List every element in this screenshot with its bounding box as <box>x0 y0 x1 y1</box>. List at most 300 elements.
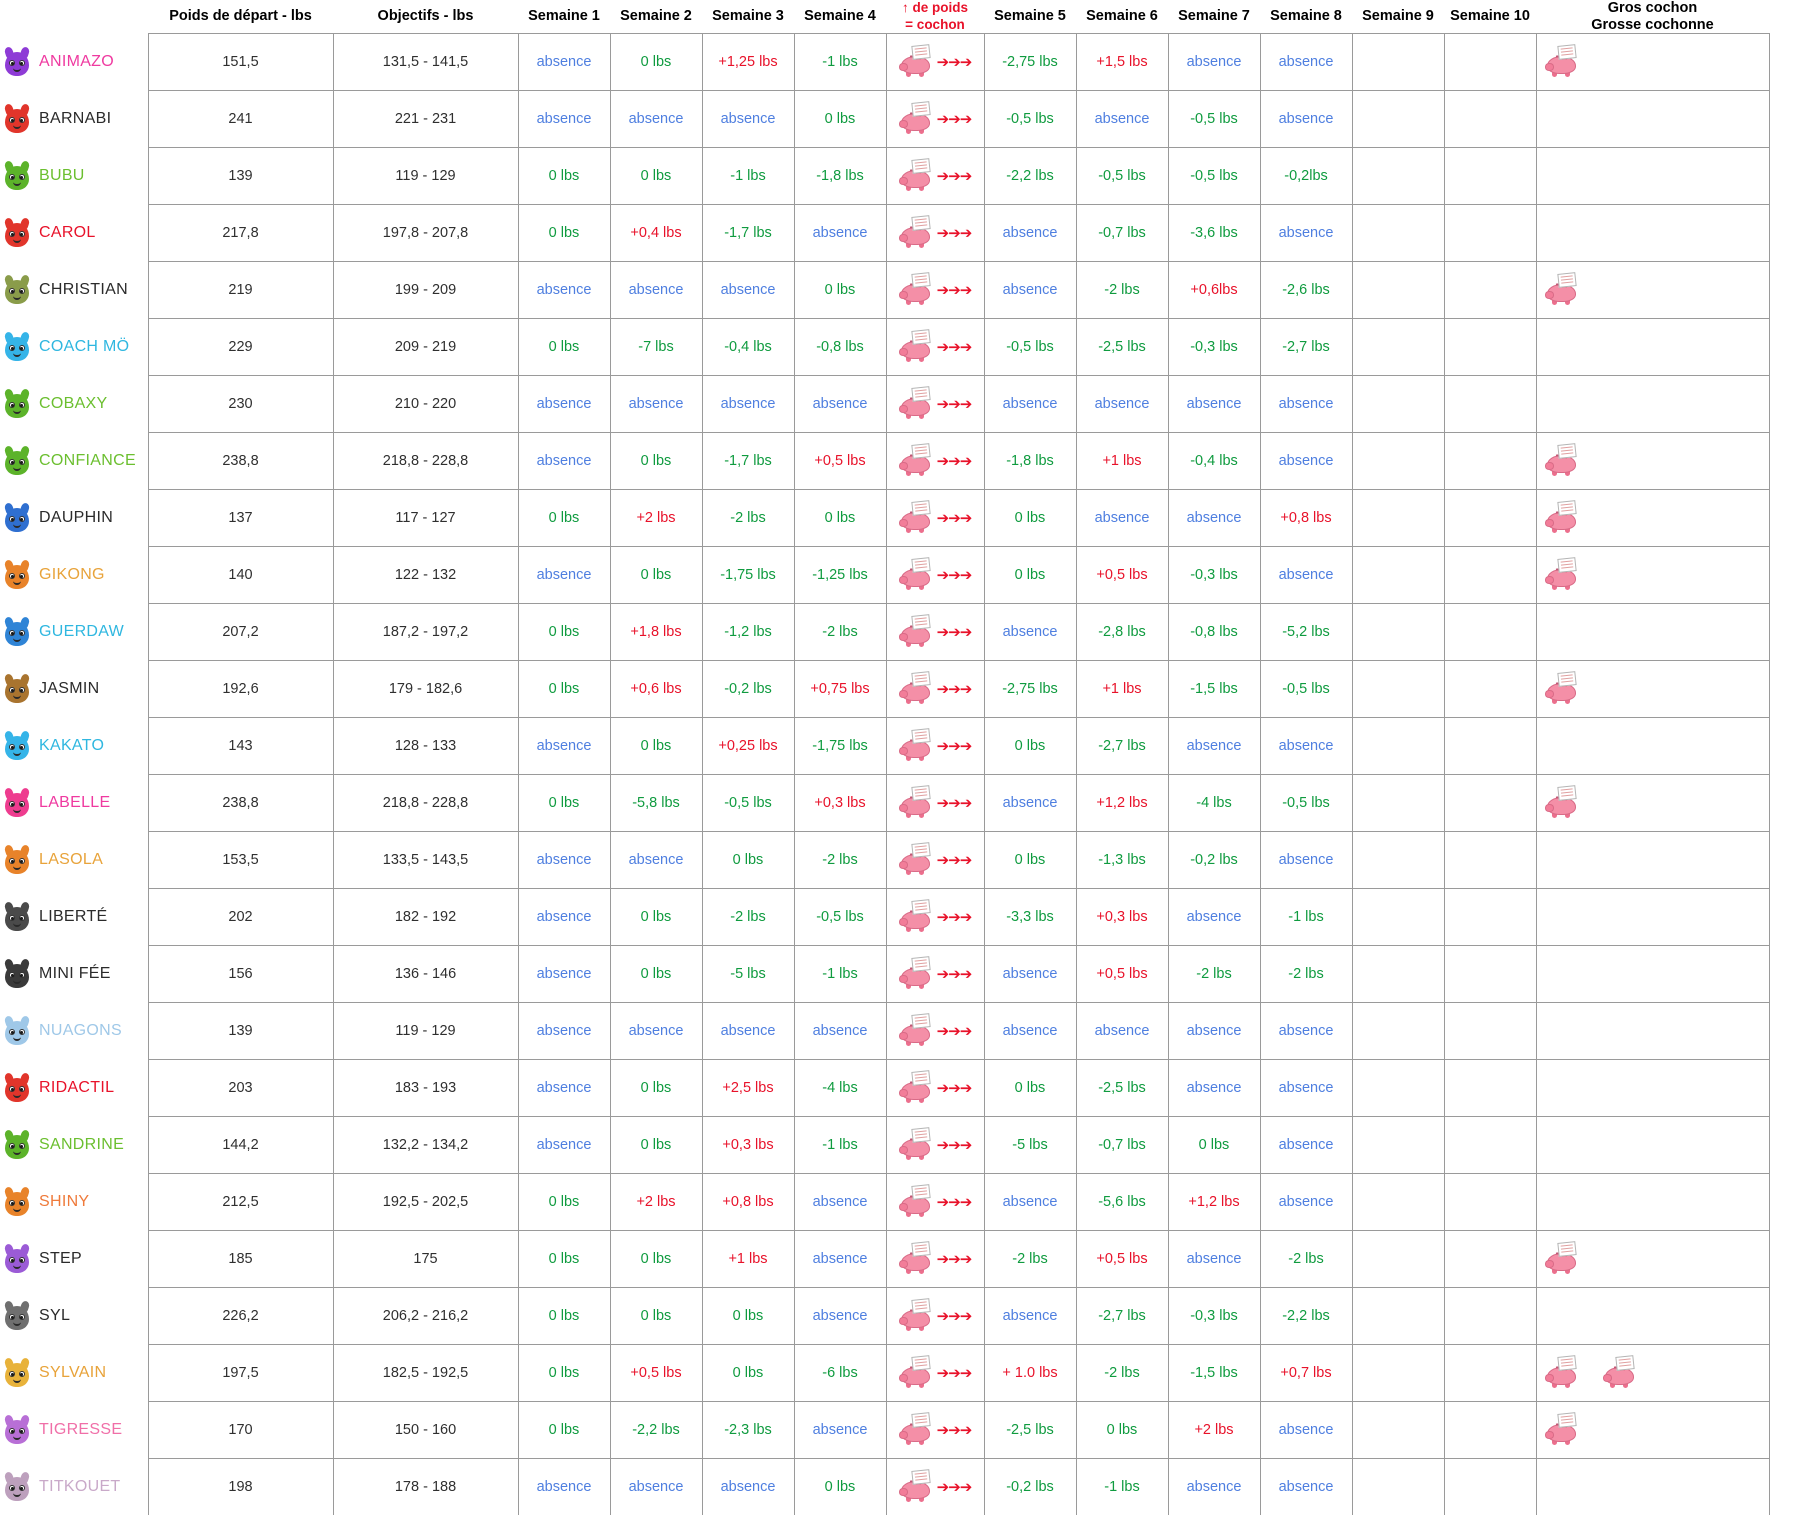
week-5-cell[interactable]: + 1.0 lbs <box>984 1345 1076 1402</box>
week-8-cell[interactable]: absence <box>1260 376 1352 433</box>
week-9-cell[interactable] <box>1352 775 1444 832</box>
week-4-cell[interactable]: -2 lbs <box>794 604 886 661</box>
week-9-cell[interactable] <box>1352 205 1444 262</box>
week-1-cell[interactable]: 0 lbs <box>518 205 610 262</box>
participant-cell[interactable] <box>0 889 148 946</box>
week-6-cell[interactable]: -0,5 lbs <box>1076 148 1168 205</box>
week-8-cell[interactable]: absence <box>1260 1174 1352 1231</box>
participant-nickname: ANIMAZO <box>39 53 114 71</box>
week-10-cell[interactable] <box>1444 1231 1536 1288</box>
week-1-cell[interactable]: absence <box>518 946 610 1003</box>
week-3-cell[interactable]: absence <box>702 1459 794 1515</box>
week-10-cell[interactable] <box>1444 718 1536 775</box>
week-5-cell[interactable]: absence <box>984 376 1076 433</box>
week-5-cell[interactable]: -2,75 lbs <box>984 661 1076 718</box>
week-3-cell[interactable]: 0 lbs <box>702 1288 794 1345</box>
week-2-cell[interactable]: 0 lbs <box>610 433 702 490</box>
week-4-cell[interactable]: +0,3 lbs <box>794 775 886 832</box>
week-9-cell[interactable] <box>1352 832 1444 889</box>
week-10-cell[interactable] <box>1444 490 1536 547</box>
week-2-cell[interactable]: 0 lbs <box>610 889 702 946</box>
week-1-cell[interactable]: 0 lbs <box>518 319 610 376</box>
week-7-cell[interactable]: absence <box>1168 1231 1260 1288</box>
week-6-cell[interactable]: absence <box>1076 91 1168 148</box>
week-8-cell[interactable]: -0,2lbs <box>1260 148 1352 205</box>
week-7-cell[interactable]: absence <box>1168 889 1260 946</box>
week-1-cell[interactable]: absence <box>518 1003 610 1060</box>
week-4-cell[interactable]: absence <box>794 1288 886 1345</box>
week-10-cell[interactable] <box>1444 1459 1536 1515</box>
week-7-cell[interactable]: -0,3 lbs <box>1168 319 1260 376</box>
week-9-cell[interactable] <box>1352 547 1444 604</box>
week-2-cell[interactable]: 0 lbs <box>610 34 702 91</box>
avatar <box>2 1243 32 1275</box>
week-2-cell[interactable]: +2 lbs <box>610 1174 702 1231</box>
week-2-cell[interactable]: +1,8 lbs <box>610 604 702 661</box>
week-1-cell[interactable]: absence <box>518 433 610 490</box>
week-4-cell[interactable]: absence <box>794 1231 886 1288</box>
week-8-cell[interactable]: -5,2 lbs <box>1260 604 1352 661</box>
week-10-cell[interactable] <box>1444 1402 1536 1459</box>
week-2-cell[interactable]: +0,5 lbs <box>610 1345 702 1402</box>
week-6-cell[interactable]: absence <box>1076 1003 1168 1060</box>
week-9-cell[interactable] <box>1352 1003 1444 1060</box>
week-3-cell[interactable]: +1,25 lbs <box>702 34 794 91</box>
week-4-cell[interactable]: -4 lbs <box>794 1060 886 1117</box>
week-9-cell[interactable] <box>1352 1402 1444 1459</box>
week-1-cell[interactable]: 0 lbs <box>518 490 610 547</box>
week-8-cell[interactable]: -2,6 lbs <box>1260 262 1352 319</box>
week-6-cell[interactable]: -2,5 lbs <box>1076 319 1168 376</box>
start-weight-cell: 238,8 <box>148 433 333 490</box>
week-8-cell[interactable]: +0,8 lbs <box>1260 490 1352 547</box>
week-1-cell[interactable]: absence <box>518 91 610 148</box>
week-6-cell[interactable]: -2,8 lbs <box>1076 604 1168 661</box>
week-3-cell[interactable]: -0,2 lbs <box>702 661 794 718</box>
week-9-cell[interactable] <box>1352 946 1444 1003</box>
week-10-cell[interactable] <box>1444 661 1536 718</box>
participant-cell[interactable] <box>0 1117 148 1174</box>
week-10-cell[interactable] <box>1444 262 1536 319</box>
participant-cell[interactable] <box>0 604 148 661</box>
week-5-cell[interactable]: -2 lbs <box>984 1231 1076 1288</box>
week-1-cell[interactable]: 0 lbs <box>518 1174 610 1231</box>
week-5-cell[interactable]: 0 lbs <box>984 490 1076 547</box>
participant-cell[interactable] <box>0 832 148 889</box>
week-2-cell[interactable]: absence <box>610 262 702 319</box>
week-1-cell[interactable]: absence <box>518 376 610 433</box>
week-6-cell[interactable]: +0,5 lbs <box>1076 547 1168 604</box>
week-3-cell[interactable]: absence <box>702 262 794 319</box>
participant-cell[interactable] <box>0 205 148 262</box>
arrows-icon: ➔➔➔ <box>936 1023 972 1041</box>
week-7-cell[interactable]: -0,2 lbs <box>1168 832 1260 889</box>
week-6-cell[interactable]: -1 lbs <box>1076 1459 1168 1515</box>
week-5-cell[interactable]: 0 lbs <box>984 1060 1076 1117</box>
participant-cell[interactable] <box>0 34 148 91</box>
week-5-cell[interactable]: -0,5 lbs <box>984 91 1076 148</box>
week-3-cell[interactable]: +1 lbs <box>702 1231 794 1288</box>
week-5-cell[interactable]: -0,2 lbs <box>984 1459 1076 1515</box>
week-4-cell[interactable]: absence <box>794 1402 886 1459</box>
participant-cell[interactable] <box>0 319 148 376</box>
week-7-cell[interactable]: -0,4 lbs <box>1168 433 1260 490</box>
week-8-cell[interactable]: -2,7 lbs <box>1260 319 1352 376</box>
week-3-cell[interactable]: 0 lbs <box>702 1345 794 1402</box>
week-10-cell[interactable] <box>1444 319 1536 376</box>
week-6-cell[interactable]: 0 lbs <box>1076 1402 1168 1459</box>
week-1-cell[interactable]: absence <box>518 1459 610 1515</box>
week-1-cell[interactable]: absence <box>518 1060 610 1117</box>
week-1-cell[interactable]: 0 lbs <box>518 1402 610 1459</box>
week-4-cell[interactable]: absence <box>794 1174 886 1231</box>
week-1-cell[interactable]: absence <box>518 1117 610 1174</box>
week-7-cell[interactable]: absence <box>1168 34 1260 91</box>
week-4-cell[interactable]: absence <box>794 376 886 433</box>
week-7-cell[interactable]: absence <box>1168 376 1260 433</box>
week-5-cell[interactable]: 0 lbs <box>984 832 1076 889</box>
week-6-cell[interactable]: -2 lbs <box>1076 1345 1168 1402</box>
week-5-cell[interactable]: absence <box>984 604 1076 661</box>
avatar <box>2 1414 32 1446</box>
week-8-cell[interactable]: -2 lbs <box>1260 946 1352 1003</box>
week-8-cell[interactable]: absence <box>1260 34 1352 91</box>
week-5-cell[interactable]: absence <box>984 946 1076 1003</box>
week-6-cell[interactable]: +1 lbs <box>1076 661 1168 718</box>
week-3-cell[interactable]: -1,2 lbs <box>702 604 794 661</box>
week-10-cell[interactable] <box>1444 148 1536 205</box>
week-1-cell[interactable]: absence <box>518 832 610 889</box>
week-3-cell[interactable]: -1,7 lbs <box>702 205 794 262</box>
week-4-cell[interactable]: -0,5 lbs <box>794 889 886 946</box>
participant-cell[interactable] <box>0 262 148 319</box>
week-7-cell[interactable]: absence <box>1168 718 1260 775</box>
piggy-bank-icon <box>899 503 933 533</box>
week-9-cell[interactable] <box>1352 661 1444 718</box>
week-9-cell[interactable] <box>1352 1459 1444 1515</box>
week-1-cell[interactable]: absence <box>518 262 610 319</box>
participant-cell[interactable] <box>0 376 148 433</box>
week-3-cell[interactable]: +0,25 lbs <box>702 718 794 775</box>
week-8-cell[interactable]: absence <box>1260 433 1352 490</box>
participant-cell[interactable] <box>0 661 148 718</box>
week-2-cell[interactable]: -5,8 lbs <box>610 775 702 832</box>
participant-cell[interactable] <box>0 148 148 205</box>
week-8-cell[interactable]: absence <box>1260 1459 1352 1515</box>
week-10-cell[interactable] <box>1444 946 1536 1003</box>
week-3-cell[interactable]: +2,5 lbs <box>702 1060 794 1117</box>
week-2-cell[interactable]: -2,2 lbs <box>610 1402 702 1459</box>
week-2-cell[interactable]: 0 lbs <box>610 1231 702 1288</box>
participant-cell[interactable] <box>0 1060 148 1117</box>
week-8-cell[interactable]: absence <box>1260 205 1352 262</box>
week-8-cell[interactable]: absence <box>1260 1117 1352 1174</box>
week-10-cell[interactable] <box>1444 1174 1536 1231</box>
week-7-cell[interactable]: -0,5 lbs <box>1168 148 1260 205</box>
week-2-cell[interactable]: 0 lbs <box>610 1288 702 1345</box>
week-4-cell[interactable]: -1 lbs <box>794 34 886 91</box>
week-10-cell[interactable] <box>1444 604 1536 661</box>
week-7-cell[interactable]: -2 lbs <box>1168 946 1260 1003</box>
week-2-cell[interactable]: 0 lbs <box>610 148 702 205</box>
week-8-cell[interactable]: +0,7 lbs <box>1260 1345 1352 1402</box>
week-7-cell[interactable]: -1,5 lbs <box>1168 1345 1260 1402</box>
week-6-cell[interactable]: +1 lbs <box>1076 433 1168 490</box>
pig-rule-cell <box>886 433 984 490</box>
week-6-cell[interactable]: -0,7 lbs <box>1076 1117 1168 1174</box>
week-5-cell[interactable]: absence <box>984 262 1076 319</box>
week-5-cell[interactable]: -2,75 lbs <box>984 34 1076 91</box>
week-8-cell[interactable]: -2,2 lbs <box>1260 1288 1352 1345</box>
week-9-cell[interactable] <box>1352 718 1444 775</box>
week-3-cell[interactable]: -2,3 lbs <box>702 1402 794 1459</box>
week-3-cell[interactable]: -0,5 lbs <box>702 775 794 832</box>
week-1-cell[interactable]: 0 lbs <box>518 1345 610 1402</box>
week-1-cell[interactable]: absence <box>518 889 610 946</box>
week-6-cell[interactable]: -5,6 lbs <box>1076 1174 1168 1231</box>
week-1-cell[interactable]: absence <box>518 34 610 91</box>
start-weight-cell: 203 <box>148 1060 333 1117</box>
week-2-cell[interactable]: absence <box>610 832 702 889</box>
week-7-cell[interactable]: +0,6lbs <box>1168 262 1260 319</box>
week-7-cell[interactable]: absence <box>1168 490 1260 547</box>
week-2-cell[interactable]: 0 lbs <box>610 1117 702 1174</box>
week-8-cell[interactable]: absence <box>1260 1402 1352 1459</box>
week-4-cell[interactable]: -0,8 lbs <box>794 319 886 376</box>
week-10-cell[interactable] <box>1444 1345 1536 1402</box>
week-10-cell[interactable] <box>1444 34 1536 91</box>
week-9-cell[interactable] <box>1352 889 1444 946</box>
week-9-cell[interactable] <box>1352 604 1444 661</box>
week-1-cell[interactable]: 0 lbs <box>518 148 610 205</box>
week-3-cell[interactable]: 0 lbs <box>702 832 794 889</box>
arrows-icon: ➔➔➔ <box>936 396 972 414</box>
week-7-cell[interactable]: -3,6 lbs <box>1168 205 1260 262</box>
week-4-cell[interactable]: -6 lbs <box>794 1345 886 1402</box>
participant-cell[interactable] <box>0 946 148 1003</box>
week-9-cell[interactable] <box>1352 148 1444 205</box>
week-7-cell[interactable]: -1,5 lbs <box>1168 661 1260 718</box>
week-7-cell[interactable]: absence <box>1168 1459 1260 1515</box>
week-3-cell[interactable]: +0,3 lbs <box>702 1117 794 1174</box>
week-2-cell[interactable]: absence <box>610 91 702 148</box>
week-6-cell[interactable]: absence <box>1076 490 1168 547</box>
week-4-cell[interactable]: absence <box>794 205 886 262</box>
week-1-cell[interactable]: absence <box>518 718 610 775</box>
week-3-cell[interactable]: -1,7 lbs <box>702 433 794 490</box>
week-6-cell[interactable]: +0,3 lbs <box>1076 889 1168 946</box>
week-6-cell[interactable]: -2,7 lbs <box>1076 718 1168 775</box>
week-6-cell[interactable]: -1,3 lbs <box>1076 832 1168 889</box>
week-10-cell[interactable] <box>1444 1003 1536 1060</box>
week-10-cell[interactable] <box>1444 1117 1536 1174</box>
week-3-cell[interactable]: -1 lbs <box>702 148 794 205</box>
week-1-cell[interactable]: 0 lbs <box>518 775 610 832</box>
week-6-cell[interactable]: -2 lbs <box>1076 262 1168 319</box>
week-4-cell[interactable]: 0 lbs <box>794 490 886 547</box>
week-8-cell[interactable]: absence <box>1260 1003 1352 1060</box>
week-9-cell[interactable] <box>1352 1174 1444 1231</box>
week-9-cell[interactable] <box>1352 91 1444 148</box>
week-7-cell[interactable]: -0,5 lbs <box>1168 91 1260 148</box>
week-9-cell[interactable] <box>1352 262 1444 319</box>
week-6-cell[interactable]: -2,5 lbs <box>1076 1060 1168 1117</box>
arrows-icon: ➔➔➔ <box>936 111 972 129</box>
week-9-cell[interactable] <box>1352 433 1444 490</box>
participant-cell[interactable] <box>0 1402 148 1459</box>
participant-cell[interactable] <box>0 775 148 832</box>
week-4-cell[interactable]: 0 lbs <box>794 262 886 319</box>
week-10-cell[interactable] <box>1444 1288 1536 1345</box>
week-10-cell[interactable] <box>1444 547 1536 604</box>
week-1-cell[interactable]: 0 lbs <box>518 604 610 661</box>
week-9-cell[interactable] <box>1352 1117 1444 1174</box>
week-2-cell[interactable]: +2 lbs <box>610 490 702 547</box>
participant-cell[interactable] <box>0 1345 148 1402</box>
week-10-cell[interactable] <box>1444 889 1536 946</box>
week-3-cell[interactable]: -5 lbs <box>702 946 794 1003</box>
week-3-cell[interactable]: absence <box>702 91 794 148</box>
participant-cell[interactable] <box>0 91 148 148</box>
week-2-cell[interactable]: 0 lbs <box>610 1060 702 1117</box>
participant-cell[interactable] <box>0 1174 148 1231</box>
week-7-cell[interactable]: -0,3 lbs <box>1168 1288 1260 1345</box>
participant-cell[interactable] <box>0 1003 148 1060</box>
participant-cell[interactable] <box>0 1459 148 1515</box>
week-8-cell[interactable]: absence <box>1260 718 1352 775</box>
week-7-cell[interactable]: -0,3 lbs <box>1168 547 1260 604</box>
week-3-cell[interactable]: +0,8 lbs <box>702 1174 794 1231</box>
week-9-cell[interactable] <box>1352 1345 1444 1402</box>
week-5-cell[interactable]: -5 lbs <box>984 1117 1076 1174</box>
week-8-cell[interactable]: -0,5 lbs <box>1260 661 1352 718</box>
week-1-cell[interactable]: 0 lbs <box>518 661 610 718</box>
week-2-cell[interactable]: 0 lbs <box>610 946 702 1003</box>
week-7-cell[interactable]: +2 lbs <box>1168 1402 1260 1459</box>
week-8-cell[interactable]: -2 lbs <box>1260 1231 1352 1288</box>
week-4-cell[interactable]: 0 lbs <box>794 1459 886 1515</box>
week-5-cell[interactable]: -3,3 lbs <box>984 889 1076 946</box>
week-8-cell[interactable]: -1 lbs <box>1260 889 1352 946</box>
arrows-icon: ➔➔➔ <box>936 453 972 471</box>
week-4-cell[interactable]: +0,5 lbs <box>794 433 886 490</box>
week-3-cell[interactable]: -1,75 lbs <box>702 547 794 604</box>
week-7-cell[interactable]: -0,8 lbs <box>1168 604 1260 661</box>
week-7-cell[interactable]: +1,2 lbs <box>1168 1174 1260 1231</box>
week-3-cell[interactable]: -0,4 lbs <box>702 319 794 376</box>
week-4-cell[interactable]: absence <box>794 1003 886 1060</box>
week-10-cell[interactable] <box>1444 205 1536 262</box>
week-9-cell[interactable] <box>1352 1288 1444 1345</box>
week-5-cell[interactable]: absence <box>984 1174 1076 1231</box>
week-9-cell[interactable] <box>1352 34 1444 91</box>
week-7-cell[interactable]: absence <box>1168 1003 1260 1060</box>
week-5-cell[interactable]: absence <box>984 1288 1076 1345</box>
participant-cell[interactable] <box>0 547 148 604</box>
week-3-cell[interactable]: -2 lbs <box>702 889 794 946</box>
week-3-cell[interactable]: absence <box>702 1003 794 1060</box>
week-6-cell[interactable]: -2,7 lbs <box>1076 1288 1168 1345</box>
participant-cell[interactable] <box>0 433 148 490</box>
week-9-cell[interactable] <box>1352 490 1444 547</box>
week-5-cell[interactable]: 0 lbs <box>984 547 1076 604</box>
week-10-cell[interactable] <box>1444 775 1536 832</box>
piggy-bank-icon <box>899 332 933 362</box>
week-6-cell[interactable]: absence <box>1076 376 1168 433</box>
participant-cell[interactable] <box>0 1231 148 1288</box>
week-10-cell[interactable] <box>1444 832 1536 889</box>
week-2-cell[interactable]: absence <box>610 1003 702 1060</box>
week-6-cell[interactable]: +0,5 lbs <box>1076 946 1168 1003</box>
week-1-cell[interactable]: absence <box>518 547 610 604</box>
week-4-cell[interactable]: -1,25 lbs <box>794 547 886 604</box>
week-6-cell[interactable]: -0,7 lbs <box>1076 205 1168 262</box>
week-3-cell[interactable]: -2 lbs <box>702 490 794 547</box>
participant-cell[interactable] <box>0 490 148 547</box>
week-5-cell[interactable]: absence <box>984 775 1076 832</box>
week-4-cell[interactable]: -1,8 lbs <box>794 148 886 205</box>
week-4-cell[interactable]: 0 lbs <box>794 91 886 148</box>
week-7-cell[interactable]: absence <box>1168 1060 1260 1117</box>
week-10-cell[interactable] <box>1444 91 1536 148</box>
week-5-cell[interactable]: absence <box>984 205 1076 262</box>
week-9-cell[interactable] <box>1352 319 1444 376</box>
week-4-cell[interactable]: -1,75 lbs <box>794 718 886 775</box>
week-3-cell[interactable]: absence <box>702 376 794 433</box>
week-5-cell[interactable]: -2,2 lbs <box>984 148 1076 205</box>
week-6-cell[interactable]: +1,5 lbs <box>1076 34 1168 91</box>
week-5-cell[interactable]: -2,5 lbs <box>984 1402 1076 1459</box>
week-5-cell[interactable]: absence <box>984 1003 1076 1060</box>
week-2-cell[interactable]: +0,4 lbs <box>610 205 702 262</box>
week-2-cell[interactable]: +0,6 lbs <box>610 661 702 718</box>
piggy-bank-icon <box>1545 674 1579 704</box>
week-10-cell[interactable] <box>1444 376 1536 433</box>
week-9-cell[interactable] <box>1352 376 1444 433</box>
week-5-cell[interactable]: 0 lbs <box>984 718 1076 775</box>
week-8-cell[interactable]: absence <box>1260 91 1352 148</box>
week-4-cell[interactable]: -1 lbs <box>794 1117 886 1174</box>
week-9-cell[interactable] <box>1352 1060 1444 1117</box>
piggy-bank-icon <box>1545 275 1579 305</box>
week-5-cell[interactable]: -1,8 lbs <box>984 433 1076 490</box>
week-10-cell[interactable] <box>1444 1060 1536 1117</box>
week-7-cell[interactable]: 0 lbs <box>1168 1117 1260 1174</box>
week-8-cell[interactable]: -0,5 lbs <box>1260 775 1352 832</box>
participant-cell[interactable] <box>0 1288 148 1345</box>
week-10-cell[interactable] <box>1444 433 1536 490</box>
week-2-cell[interactable]: 0 lbs <box>610 718 702 775</box>
participant-cell[interactable] <box>0 718 148 775</box>
week-9-cell[interactable] <box>1352 1231 1444 1288</box>
week-1-cell[interactable]: 0 lbs <box>518 1231 610 1288</box>
week-6-cell[interactable]: +1,2 lbs <box>1076 775 1168 832</box>
week-8-cell[interactable]: absence <box>1260 1060 1352 1117</box>
week-4-cell[interactable]: +0,75 lbs <box>794 661 886 718</box>
week-2-cell[interactable]: absence <box>610 1459 702 1515</box>
week-2-cell[interactable]: absence <box>610 376 702 433</box>
week-2-cell[interactable]: -7 lbs <box>610 319 702 376</box>
week-4-cell[interactable]: -2 lbs <box>794 832 886 889</box>
week-6-cell[interactable]: +0,5 lbs <box>1076 1231 1168 1288</box>
week-4-cell[interactable]: -1 lbs <box>794 946 886 1003</box>
week-8-cell[interactable]: absence <box>1260 832 1352 889</box>
week-7-cell[interactable]: -4 lbs <box>1168 775 1260 832</box>
week-1-cell[interactable]: 0 lbs <box>518 1288 610 1345</box>
week-8-cell[interactable]: absence <box>1260 547 1352 604</box>
week-5-cell[interactable]: -0,5 lbs <box>984 319 1076 376</box>
week-2-cell[interactable]: 0 lbs <box>610 547 702 604</box>
